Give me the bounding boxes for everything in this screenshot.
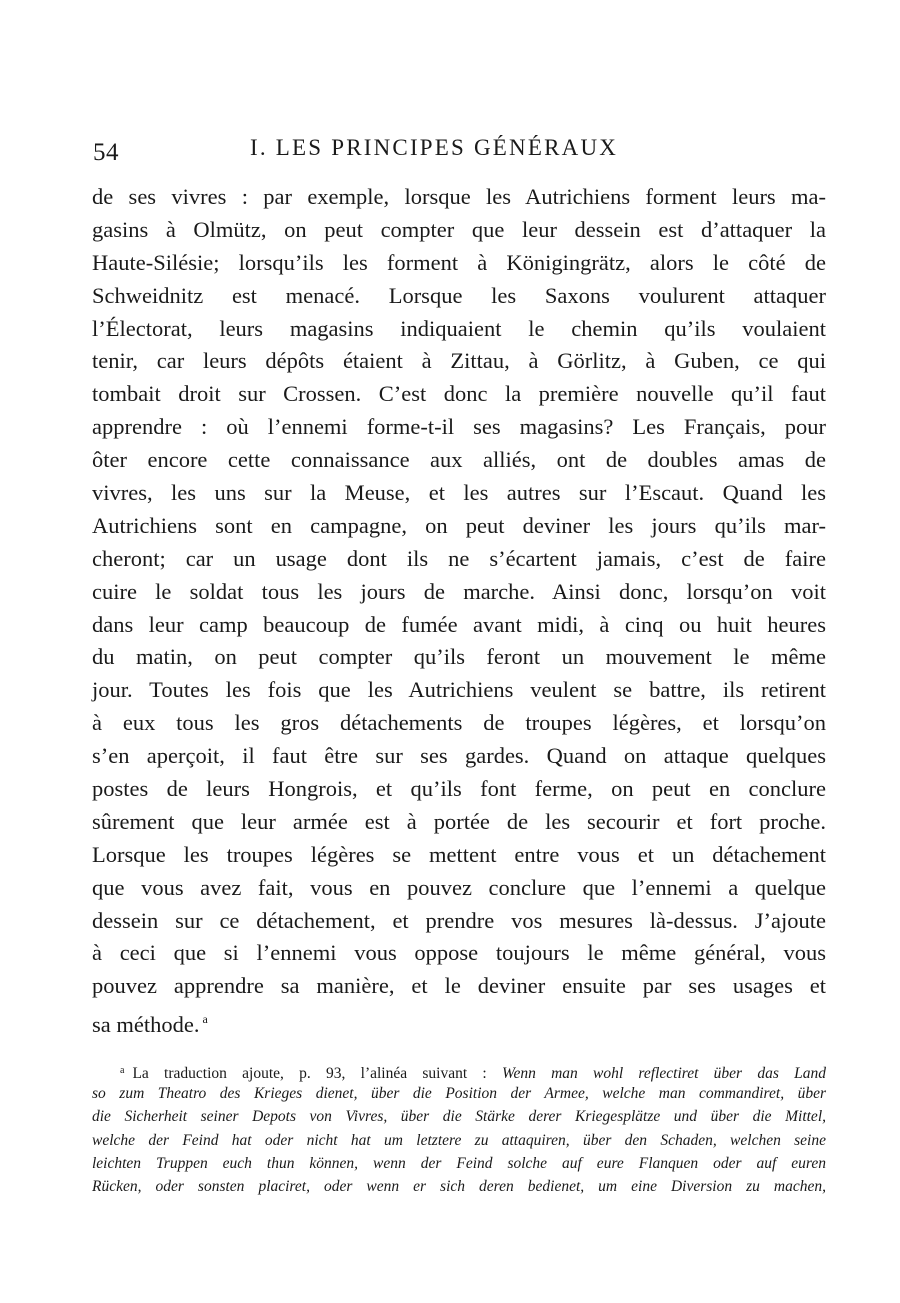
body-line: sûrement que leur armée est à portée de les secourir et fort proche. (92, 808, 826, 834)
footnote-line: die Sicherheit seiner Depots von Vivres, über die Stärke derer Kriegesplätze und über die Mittel, (92, 1108, 826, 1126)
body-line: du matin, on peut compter qu’ils feront un mouvement le même (92, 644, 826, 670)
body-line: dans leur camp beaucoup de fumée avant midi, à cinq ou huit heures (92, 611, 826, 637)
running-title: I. LES PRINCIPES GÉNÉRAUX (250, 135, 619, 160)
body-line: vivres, les uns sur la Meuse, et les autres sur l’Escaut. Quand les (92, 480, 826, 506)
body-line: l’Électorat, leurs magasins indiquaient le chemin qu’ils voulaient (92, 315, 826, 341)
body-line: tombait droit sur Crossen. C’est donc la première nouvelle qu’il faut (92, 381, 826, 407)
page-number: 54 (93, 139, 119, 166)
body-line: gasins à Olmütz, on peut compter que leur dessein est d’attaquer la (92, 216, 826, 242)
body-line: à eux tous les gros détachements de troupes légères, et lorsqu’on (92, 710, 826, 736)
body-line: de ses vivres : par exemple, lorsque les Autrichiens forment leurs ma- (92, 184, 826, 209)
body-line: cuire le soldat tous les jours de marche. Ainsi donc, lorsqu’on voit (92, 578, 826, 604)
body-line: s’en aperçoit, il faut être sur ses gardes. Quand on attaque quelques (92, 743, 826, 769)
footnote-line: Rücken, oder sonsten placiret, oder wenn er sich deren bedienet, um eine Diversion zu machen, (92, 1177, 826, 1195)
body-line: ôter encore cette connaissance aux alliés, ont de doubles amas de (92, 447, 826, 473)
footnote-line (92, 1059, 826, 1082)
body-line: jour. Toutes les fois que les Autrichiens veulent se battre, ils retirent (92, 677, 826, 703)
body-line: apprendre : où l’ennemi forme-t-il ses magasins? Les Français, pour (92, 414, 826, 440)
body-line: Lorsque les troupes légères se mettent entre vous et un détachement (92, 841, 826, 867)
body-line: cheront; car un usage dont ils ne s’écartent jamais, c’est de faire (92, 545, 826, 571)
footnote-line: leichten Truppen euch thun können, wenn der Feind solche auf eure Flanquen oder auf euren (92, 1154, 826, 1172)
body-line-text: sa méthode. (92, 1012, 200, 1038)
body-line: que vous avez fait, vous en pouvez conclure que l’ennemi a quelque (92, 874, 826, 900)
body-line: pouvez apprendre sa manière, et le deviner ensuite par ses usages et (92, 973, 826, 999)
footnote-reference[interactable]: a (202, 1012, 208, 1027)
footnote-line: so zum Theatro des Krieges dienet, über die Position der Armee, welche man commandiret, über (92, 1085, 826, 1103)
footnote-line: welche der Feind hat oder nicht hat um letztere zu attaquiren, über den Schaden, welchen seine (92, 1131, 826, 1149)
body-line: postes de leurs Hongrois, et qu’ils font ferme, on peut en conclure (92, 776, 826, 802)
footnote-german-text: Wenn man wohl reflectiret über das Land (501, 1065, 826, 1082)
body-line: Haute-Silésie; lorsqu’ils les forment à Königingrätz, alors le côté de (92, 249, 826, 275)
body-text (92, 181, 826, 1036)
body-line: à ceci que si l’ennemi vous oppose toujours le même général, vous (92, 940, 826, 966)
body-line: tenir, car leurs dépôts étaient à Zittau, à Görlitz, à Guben, ce qui (92, 348, 826, 374)
footnote-marker: a (120, 1065, 125, 1076)
body-line: Autrichiens sont en campagne, on peut deviner les jours qu’ils mar- (92, 512, 826, 538)
footnote (92, 1059, 826, 1198)
body-line: Schweidnitz est menacé. Lorsque les Saxons voulurent attaquer (92, 282, 826, 308)
footnote-lead: La traduction ajoute, p. 93, l’alinéa suivant : (132, 1065, 502, 1082)
body-line: dessein sur ce détachement, et prendre vos mesures là-dessus. J’ajoute (92, 907, 826, 933)
body-line-last (92, 1003, 826, 1036)
